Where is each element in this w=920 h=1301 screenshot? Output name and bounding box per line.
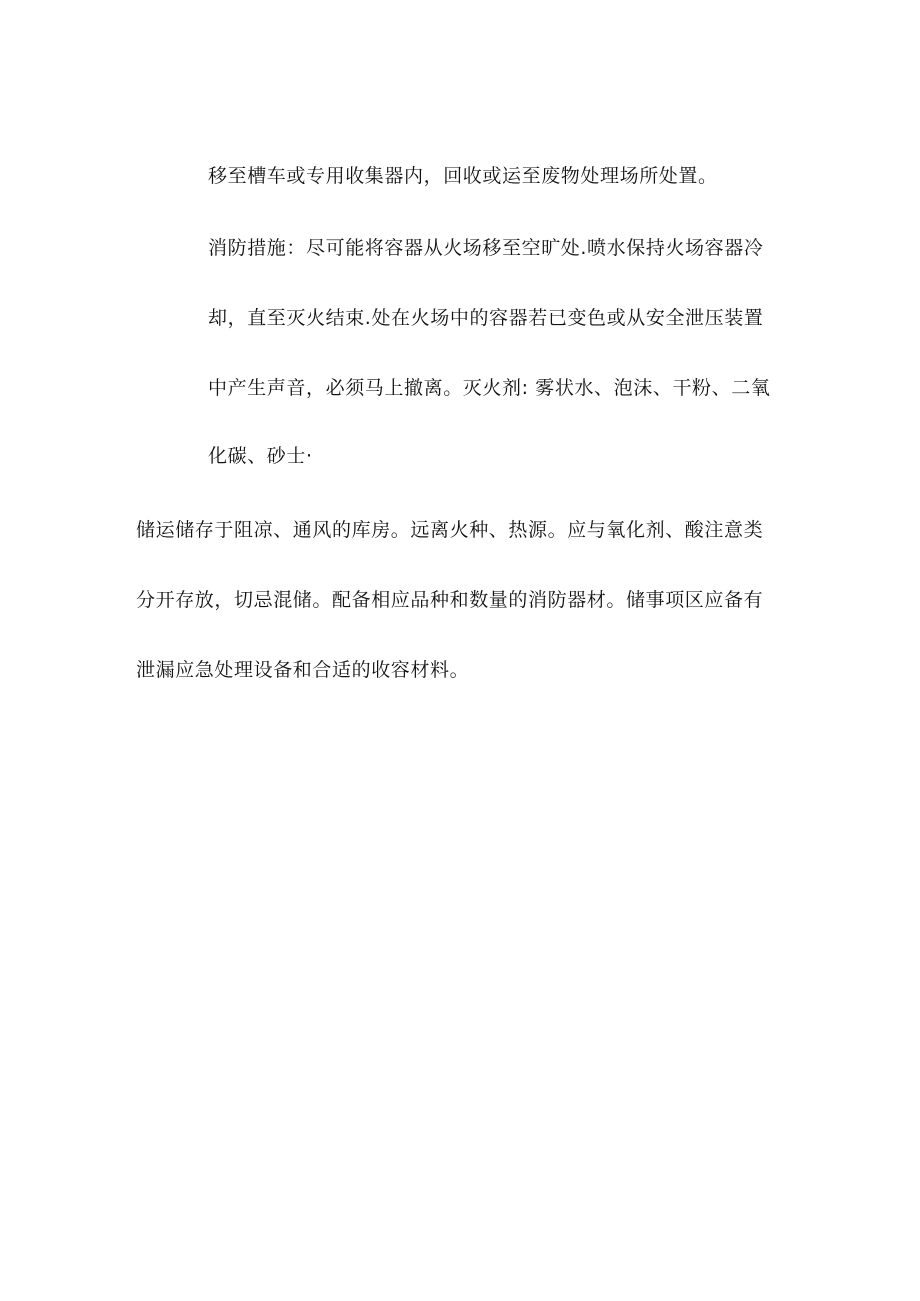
paragraph-line: 泄漏应急处理设备和合适的收容材料。	[136, 659, 470, 681]
paragraph-line: 消防措施：尽可能将容器从火场移至空旷处.喷水保持火场容器冷	[208, 237, 764, 259]
paragraph-line: 中产生声音，必须马上撤离。灭火剂: 雾状水、泡沫、干粉、二氧	[208, 377, 771, 399]
paragraph-line: 储运储存于阻凉、通风的库房。远离火种、热源。应与氧化剂、酸注意类	[136, 519, 764, 541]
paragraph-line: 化碳、砂士·	[208, 445, 313, 467]
paragraph-line: 移至槽车或专用收集器内，回收或运至废物处理场所处置。	[208, 165, 718, 187]
paragraph-line: 却，直至灭火结束.处在火场中的容器若已变色或从安全泄压装置	[208, 307, 764, 329]
paragraph-line: 分开存放，切忌混储。配备相应品种和数量的消防器材。储事项区应备有	[136, 589, 764, 611]
